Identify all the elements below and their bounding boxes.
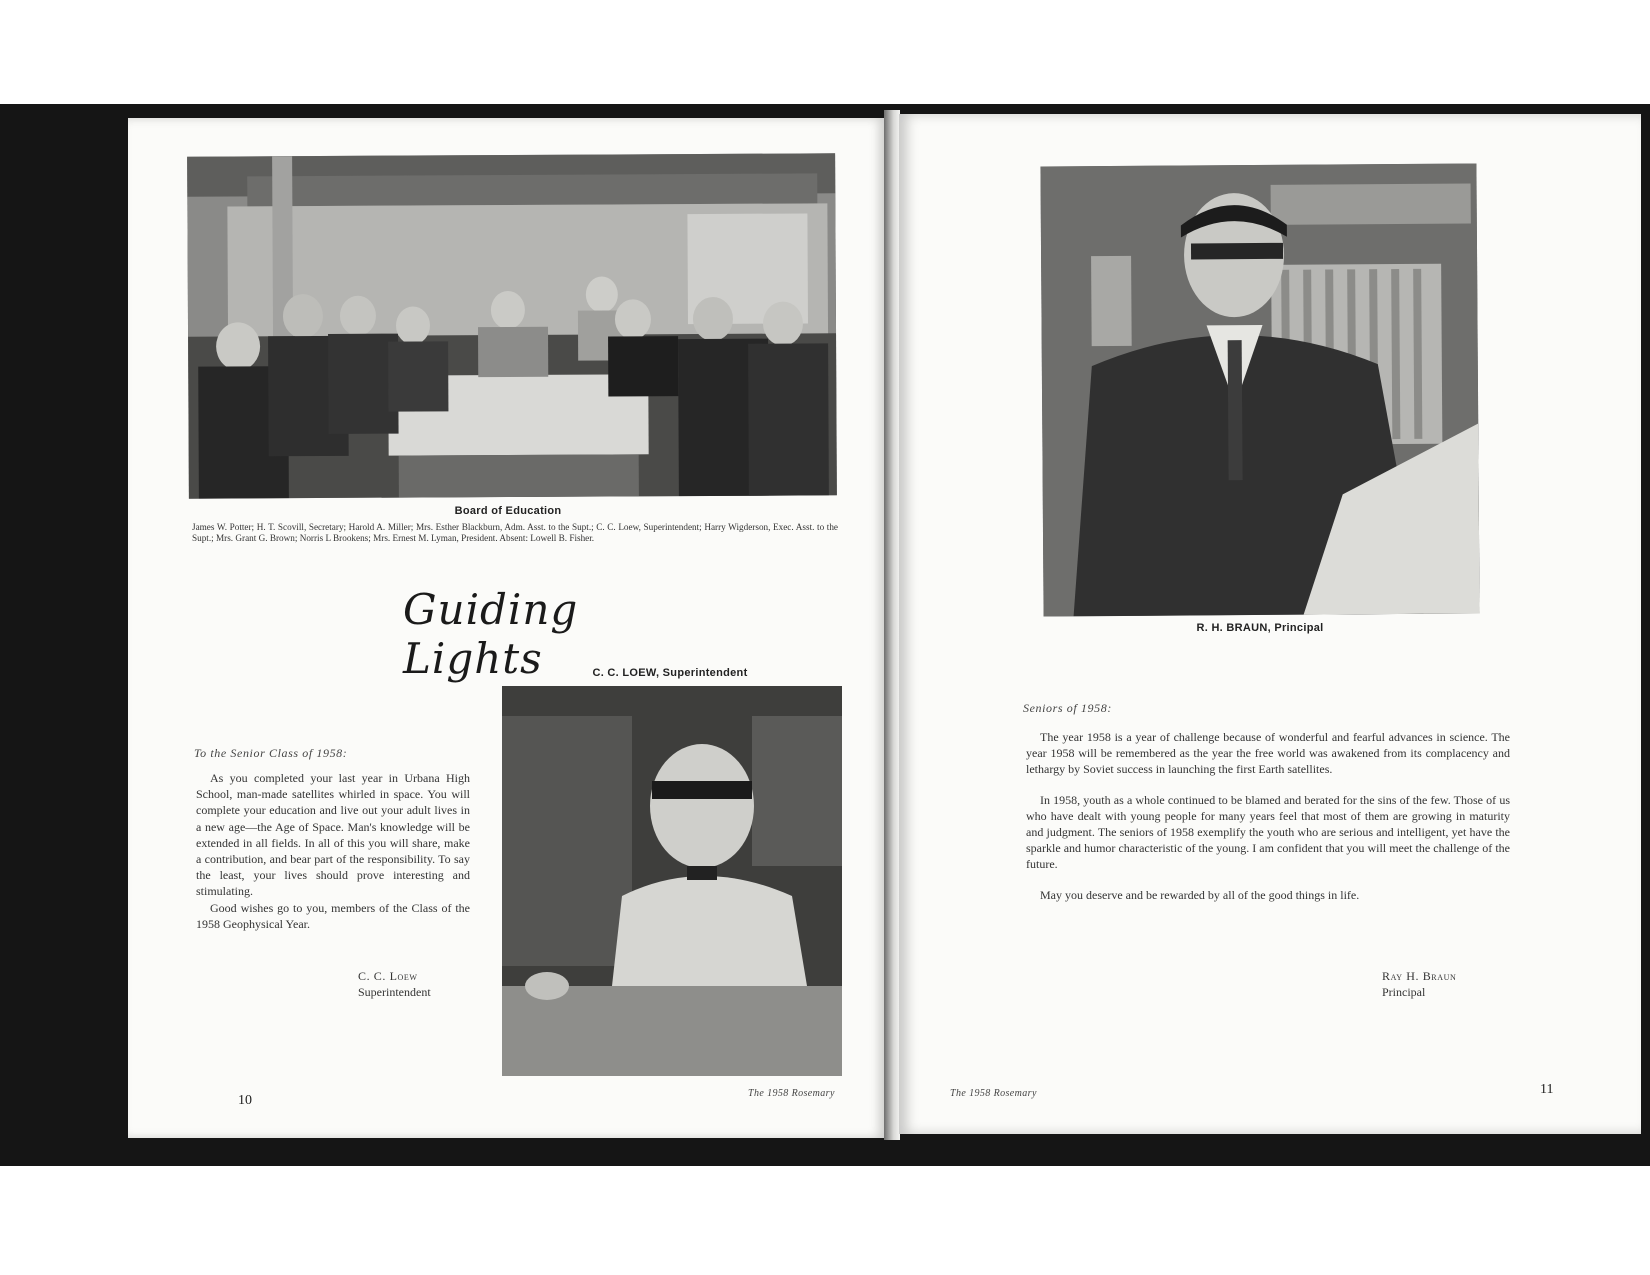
right-page-number: 11 — [1540, 1082, 1554, 1097]
left-publication-name: The 1958 Rosemary — [748, 1088, 835, 1099]
letter-paragraph: May you deserve and be rewarded by all of the good things in life. — [1040, 887, 1360, 902]
principal-caption: R. H. BRAUN, Principal — [1196, 622, 1324, 634]
left-salutation: To the Senior Class of 1958: — [194, 746, 348, 760]
principal-letter — [1026, 729, 1510, 903]
superintendent-signature — [358, 968, 431, 1000]
superintendent-letter — [196, 770, 470, 932]
right-salutation: Seniors of 1958: — [1023, 701, 1112, 715]
right-publication-name: The 1958 Rosemary — [950, 1088, 1037, 1099]
board-of-education-photo — [187, 153, 837, 498]
signature-title: Principal — [1382, 985, 1426, 999]
letter-paragraph: The year 1958 is a year of challenge because of wonderful and fearful advances in science. The year 1958 will be remembered as the year the free world was awakened from its complacency and lethargy by Soviet success in launching the first Earth satellites. — [1026, 730, 1510, 777]
principal-signature — [1382, 968, 1456, 1000]
letter-paragraph: Good wishes go to you, members of the Class of the 1958 Geophysical Year. — [196, 900, 470, 931]
board-caption-names: James W. Potter; H. T. Scovill, Secretary; Harold A. Miller; Mrs. Esther Blackburn, Adm. Asst. to the Supt.; C. C. Loew, Superintendent; Harry Wigderson, Exec. Asst. to the Supt.; Mrs. Grant G. Brown; Norris L Brookens; Mrs. Ernest M. Lyman, President. Absent: Lowell B. Fisher. — [192, 522, 838, 543]
signature-name: Ray H. Braun — [1382, 969, 1457, 983]
superintendent-photo — [502, 686, 842, 1076]
signature-title: Superintendent — [358, 985, 431, 999]
left-page-number: 10 — [238, 1093, 252, 1108]
board-caption-title: Board of Education — [454, 505, 562, 517]
superintendent-caption: C. C. LOEW, Superintendent — [592, 667, 748, 679]
section-title: Guiding Lights — [403, 585, 579, 683]
letter-paragraph: In 1958, youth as a whole continued to be blamed and berated for the sins of the few. Those of us who have dealt with young people for many years feel that most of them are growing in maturity and judgment. The seniors of 1958 exemplify the youth who are serious and intelligent, yet have the sparkle and humor characteristic of the young. I am confident that you will meet the challenge of the future. — [1026, 792, 1510, 872]
signature-name: C. C. Loew — [358, 969, 418, 983]
principal-photo — [1040, 163, 1479, 616]
letter-paragraph: As you completed your last year in Urbana High School, man-made satellites whirled in space. You will complete your education and live out your adult lives in a new age—the Age of Space. Man's knowledge will be extended in all fields. In all of this you will share, make a contribution, and bear part of the responsibility. To say the least, your lives should prove interesting and stimulating. — [196, 771, 470, 899]
book-spine — [884, 110, 900, 1140]
